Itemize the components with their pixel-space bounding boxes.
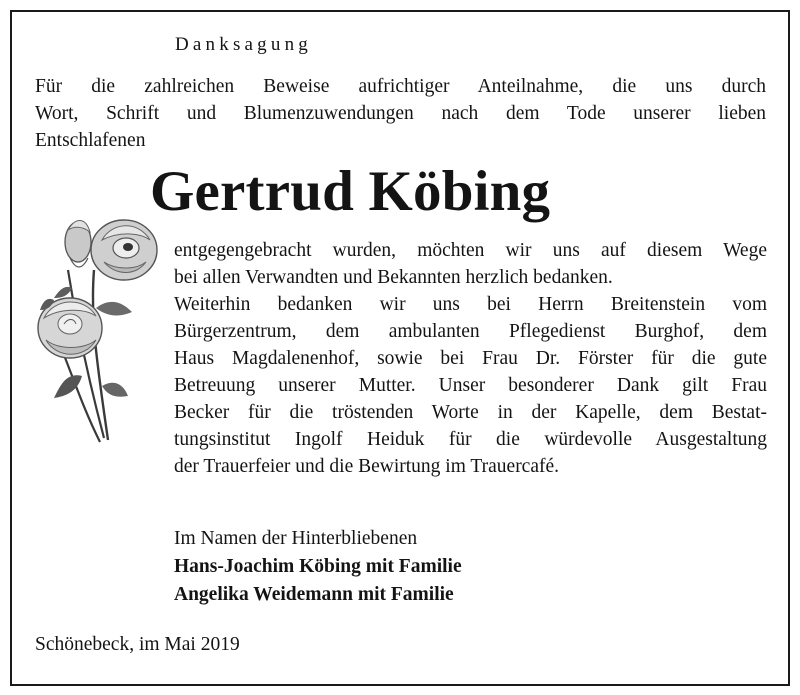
signature-family-1: Hans-Joachim Köbing mit Familie [174, 556, 462, 577]
intro-line: Entschlafenen [35, 130, 146, 151]
body-paragraph [174, 237, 767, 480]
body-line: Becker für die tröstenden Worte in der Kapelle, dem Bestat- [174, 402, 767, 423]
deceased-name: Gertrud Köbing [150, 160, 551, 223]
signature-block [174, 525, 462, 609]
intro-line: Wort, Schrift und Blumenzuwendungen nach dem Tode unserer lieben [35, 103, 766, 124]
intro-line: Für die zahlreichen Beweise aufrichtiger Anteilnahme, die uns durch [35, 76, 766, 97]
body-line: Betreuung unserer Mutter. Unser besonderer Dank gilt Frau [174, 375, 767, 396]
heading: Danksagung [175, 34, 312, 55]
body-line: Weiterhin bedanken wir uns bei Herrn Breitenstein vom [174, 294, 767, 315]
intro-paragraph [35, 73, 766, 154]
place-date: Schönebeck, im Mai 2019 [35, 634, 240, 655]
signature-family-2: Angelika Weidemann mit Familie [174, 584, 454, 605]
obituary-notice [10, 10, 790, 686]
body-line: entgegengebracht wurden, möchten wir uns auf diesem Wege [174, 240, 767, 261]
body-line: bei allen Verwandten und Bekannten herzlich bedanken. [174, 267, 613, 288]
body-line: der Trauerfeier und die Bewirtung im Trauercafé. [174, 456, 560, 477]
signature-intro: Im Namen der Hinterbliebenen [174, 528, 418, 549]
body-line: Haus Magdalenenhof, sowie bei Frau Dr. Förster für die gute [174, 348, 767, 369]
roses-illustration [24, 200, 164, 445]
body-line: Bürgerzentrum, dem ambulanten Pflegedienst Burghof, dem [174, 321, 767, 342]
body-line: tungsinstitut Ingolf Heiduk für die würdevolle Ausgestaltung [174, 429, 767, 450]
